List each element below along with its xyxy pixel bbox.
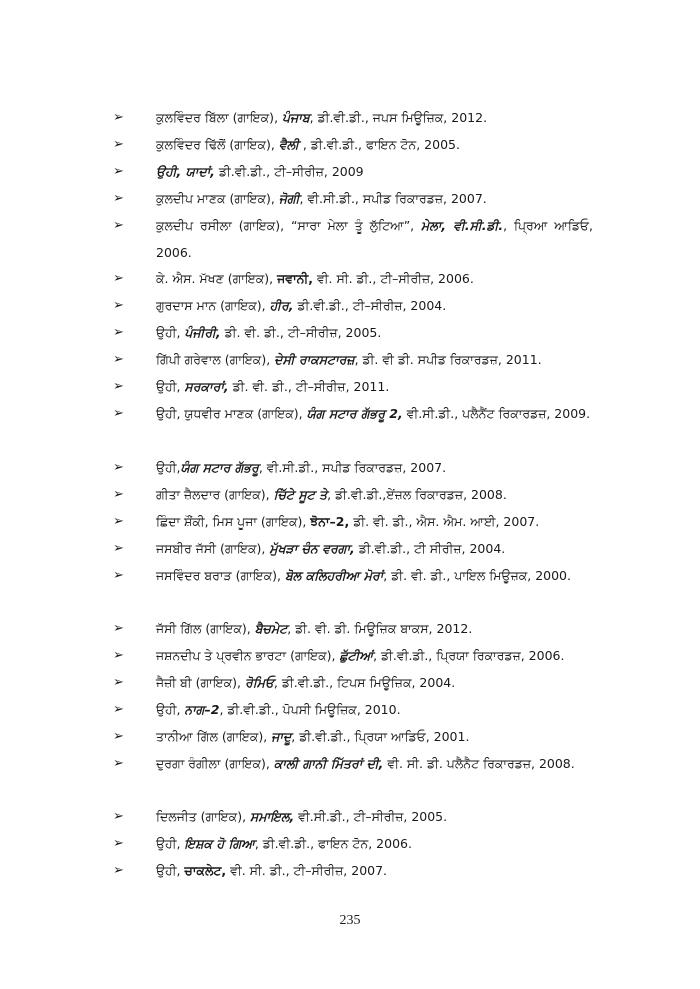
entry-details: ਵੀ. ਸੀ. ਡੀ., ਟੀ–ਸੀਰੀਜ਼, 2006. [312, 271, 474, 286]
entry-artist: ਦਿਲਜੀਤ (ਗਾਇਕ), [156, 809, 251, 824]
entry-title: ਵੈਲੀ [278, 137, 299, 152]
entry-artist: ਗਿੱਪੀ ਗਰੇਵਾਲ (ਗਾਇਕ), [156, 352, 275, 367]
list-item [113, 104, 593, 131]
list-item [113, 642, 593, 669]
list-item [113, 400, 593, 427]
list-item [113, 803, 593, 830]
entry-artist: ਉਹੀ, [156, 836, 185, 851]
list-item [113, 158, 593, 185]
list-item [113, 292, 593, 319]
entry-title: ਪੰਜਾਬ [282, 110, 310, 125]
entry-text [156, 535, 593, 562]
bullet-arrow-icon: ➢ [113, 460, 124, 475]
bullet-arrow-icon: ➢ [113, 836, 124, 851]
bullet-arrow-icon: ➢ [113, 675, 124, 690]
entry-artist: ਗੀਤਾ ਜ਼ੈਲਦਾਰ (ਗਾਇਕ), [156, 487, 274, 502]
list-item [113, 373, 593, 400]
entry-artist: ਕੁਲਵਿੰਦਰ ਬਿੱਲਾ (ਗਾਇਕ), [156, 110, 283, 125]
list-item [113, 212, 593, 266]
entry-details: ਡੀ.ਵੀ.ਡੀ., ਟੀ ਸੀਰੀਜ਼, 2004. [354, 541, 506, 556]
entry-title: ਯੰਗ ਸਟਾਰ ਗੱਭਰੂ [180, 460, 259, 475]
list-item [113, 481, 593, 508]
list-item [113, 750, 593, 777]
entry-details: ਡੀ.ਵੀ.ਡੀ., ਟੀ–ਸੀਰੀਜ਼, 2004. [293, 298, 447, 313]
entry-artist: ਕੇ. ਐਸ. ਮੱਖਣ (ਗਾਇਕ), [156, 271, 278, 286]
entry-text [156, 292, 593, 319]
entry-details: , ਵੀ.ਸੀ.ਡੀ., ਸਪੀਡ ਰਿਕਾਰਡਜ਼, 2007. [299, 191, 487, 206]
entry-artist: ਜੱਸੀ ਗਿੱਲ (ਗਾਇਕ), [156, 621, 255, 636]
entry-details: , ਡੀ. ਵੀ. ਡੀ. ਮਿਊਜ਼ਿਕ ਬਾਕਸ, 2012. [287, 621, 473, 636]
entry-details: , ਡੀ.ਵੀ.ਡੀ., ਫਾਇਨ ਟੋਨ, 2006. [254, 836, 412, 851]
entry-details: ਡੀ. ਵੀ. ਡੀ., ਟੀ–ਸੀਰੀਜ਼, 2011. [228, 379, 390, 394]
entry-text [156, 346, 593, 373]
bullet-arrow-icon: ➢ [113, 271, 124, 286]
list-item [113, 696, 593, 723]
list-item [113, 723, 593, 750]
entry-text [156, 669, 593, 696]
entry-title: ਸਰਕਾਰਾਂ, [184, 379, 229, 394]
entry-title: ਬੈਚਮੇਟ [254, 621, 288, 636]
list-item [113, 535, 593, 562]
entry-title: ਚਾਕਲੇਟ, [184, 863, 227, 878]
list-item [113, 669, 593, 696]
entry-artist: ਜਸਬੀਰ ਜੱਸੀ (ਗਾਇਕ), [156, 541, 270, 556]
list-item [113, 830, 593, 857]
entry-title: ਪੰਜੀਰੀ, [184, 325, 221, 340]
entry-text [156, 642, 593, 669]
entry-artist: ਉਹੀ, ਯੁਧਵੀਰ ਮਾਣਕ (ਗਾਇਕ), [156, 406, 307, 421]
entry-text [156, 265, 593, 292]
list-item [113, 319, 593, 346]
bullet-arrow-icon: ➢ [113, 514, 124, 529]
entry-artist: ਜਸ਼ਨਦੀਪ ਤੇ ਪ੍ਰਵੀਨ ਭਾਰਟਾ (ਗਾਇਕ), [156, 648, 340, 663]
list-item [113, 615, 593, 642]
entry-text [156, 212, 593, 266]
entry-artist: ਉਹੀ, [156, 379, 185, 394]
entry-text [156, 723, 593, 750]
entry-details: , ਡੀ.ਵੀ.ਡੀ., ਪੋਪਸੀ ਮਿਊਜ਼ਿਕ, 2010. [219, 702, 401, 717]
entry-artist: ਜੈਜ਼ੀ ਬੀ (ਗਾਇਕ), [156, 675, 245, 690]
entry-title: ਜਾਦੂ [271, 729, 292, 744]
entry-artist: ਤਾਨੀਆ ਗਿੱਲ (ਗਾਇਕ), [156, 729, 272, 744]
entry-artist: ਦੁਰਗਾ ਰੰਗੀਲਾ (ਗਾਇਕ), [156, 756, 274, 771]
entry-text [156, 131, 593, 158]
bullet-arrow-icon: ➢ [113, 110, 124, 125]
entry-details: , ਡੀ.ਵੀ.ਡੀ., ਫਾਇਨ ਟੋਨ, 2005. [298, 137, 460, 152]
bullet-arrow-icon: ➢ [113, 218, 124, 233]
entry-text [156, 454, 593, 481]
page-number: 235 [339, 913, 361, 928]
entry-text [156, 319, 593, 346]
entry-details: , ਡੀ. ਵੀ. ਡੀ., ਪਾਇਲ ਮਿਊਜ਼ਕ, 2000. [383, 568, 571, 583]
entry-details: , ਡੀ.ਵੀ.ਡੀ., ਪ੍ਰਿਯਾ ਆਡਿਓ, 2001. [291, 729, 470, 744]
entry-artist: ਕੁਲਦੀਪ ਰਸੀਲਾ (ਗਾਇਕ), “ਸਾਰਾ ਮੇਲਾ ਤੂੰ ਲੁੱਟਿਆ”, [156, 218, 422, 233]
bullet-arrow-icon: ➢ [113, 729, 124, 744]
entry-title: ਛੁੱਟੀਆਂ [339, 648, 374, 663]
bullet-arrow-icon: ➢ [113, 137, 124, 152]
entry-details: ਡੀ.ਵੀ.ਡੀ., ਟੀ–ਸੀਰੀਜ਼, 2009 [214, 164, 364, 179]
entry-title: ਚਿੱਟੇ ਸੂਟ ਤੇ [273, 487, 328, 502]
entry-text [156, 750, 593, 777]
list-item [113, 562, 593, 589]
entry-details: , ਡੀ.ਵੀ.ਡੀ., ਪ੍ਰਿਯਾ ਰਿਕਾਰਡਜ਼, 2006. [373, 648, 565, 663]
entry-details: , ਵੀ.ਸੀ.ਡੀ., ਸਪੀਡ ਰਿਕਾਰਡਜ਼, 2007. [258, 460, 447, 475]
entry-details: ਡੀ. ਵੀ. ਡੀ., ਐਸ. ਐਮ. ਆਈ, 2007. [349, 514, 540, 529]
entry-artist: ਉਹੀ, [156, 460, 181, 475]
bullet-arrow-icon: ➢ [113, 648, 124, 663]
bullet-arrow-icon: ➢ [113, 756, 124, 771]
entry-title: ਰੋਮਿਓ [244, 675, 274, 690]
entry-details: , ਡੀ.ਵੀ.ਡੀ., ਜਪਸ ਮਿਊਜ਼ਿਕ, 2012. [309, 110, 488, 125]
entry-title: ਬੋਲ ਕਲਿਹਰੀਆ ਮੋਰਾਂ [284, 568, 384, 583]
entry-title: ਇਸ਼ਕ ਹੋ ਗਿਆ [184, 836, 255, 851]
bullet-arrow-icon: ➢ [113, 352, 124, 367]
entry-artist: ਉਹੀ, [156, 863, 185, 878]
entry-text [156, 562, 593, 589]
entry-details: ਵੀ.ਸੀ.ਡੀ., ਟੀ–ਸੀਰੀਜ਼, 2005. [294, 809, 448, 824]
entry-text [156, 373, 593, 400]
bullet-arrow-icon: ➢ [113, 809, 124, 824]
bullet-arrow-icon: ➢ [113, 325, 124, 340]
entry-title: ਮੁੱਖੜਾ ਚੰਨ ਵਰਗਾ, [269, 541, 355, 556]
entry-text [156, 400, 593, 427]
entry-title: ਦੇਸੀ ਰਾਕਸਟਾਰਜ਼ [274, 352, 355, 367]
bullet-arrow-icon: ➢ [113, 702, 124, 717]
entry-text [156, 615, 593, 642]
entry-text [156, 508, 593, 535]
entry-title: ਉਹੀ, ਯਾਦਾਂ, [156, 164, 215, 179]
bullet-arrow-icon: ➢ [113, 487, 124, 502]
bullet-arrow-icon: ➢ [113, 863, 124, 878]
bullet-arrow-icon: ➢ [113, 568, 124, 583]
entry-title: ਜੋਗੀ [278, 191, 300, 206]
entry-title: ਝੋਨਾ–2, [310, 514, 350, 529]
list-item [113, 185, 593, 212]
entry-details: , ਡੀ.ਵੀ.ਡੀ., ਟਿਪਸ ਮਿਊਜ਼ਿਕ, 2004. [273, 675, 456, 690]
list-item [113, 265, 593, 292]
bullet-arrow-icon: ➢ [113, 406, 124, 421]
entry-artist: ਉਹੀ, [156, 702, 185, 717]
entry-artist: ਗੁਰਦਾਸ ਮਾਨ (ਗਾਇਕ), [156, 298, 270, 313]
bullet-arrow-icon: ➢ [113, 191, 124, 206]
list-item [113, 508, 593, 535]
entry-title: ਨਾਗ–2 [184, 702, 220, 717]
list-item [113, 346, 593, 373]
entry-text [156, 185, 593, 212]
entry-artist: ਛਿੰਦਾ ਸ਼ੌਂਕੀ, ਮਿਸ ਪੂਜਾ (ਗਾਇਕ), [156, 514, 311, 529]
list-item [113, 454, 593, 481]
entry-title: ਕਾਲੀ ਗਾਨੀ ਮਿੱਤਰਾਂ ਦੀ, [273, 756, 384, 771]
entry-text [156, 104, 593, 131]
entry-artist: ਕੁਲਵਿੰਦਰ ਢਿੱਲੋਂ (ਗਾਇਕ), [156, 137, 279, 152]
entry-text [156, 857, 593, 884]
bullet-arrow-icon: ➢ [113, 298, 124, 313]
list-item [113, 857, 593, 884]
entry-text [156, 158, 593, 185]
entry-details: ਵੀ. ਸੀ. ਡੀ., ਟੀ–ਸੀਰੀਜ਼, 2007. [226, 863, 388, 878]
bullet-arrow-icon: ➢ [113, 621, 124, 636]
bullet-arrow-icon: ➢ [113, 379, 124, 394]
entry-text [156, 830, 593, 857]
entry-artist: ਕੁਲਦੀਪ ਮਾਣਕ (ਗਾਇਕ), [156, 191, 279, 206]
entry-text [156, 803, 593, 830]
bullet-arrow-icon: ➢ [113, 541, 124, 556]
entry-title: ਯੰਗ ਸਟਾਰ ਗੱਭਰੂ 2, [306, 406, 403, 421]
entry-text [156, 696, 593, 723]
entry-details: , ਡੀ. ਵੀ ਡੀ. ਸਪੀਡ ਰਿਕਾਰਡਜ਼, 2011. [354, 352, 542, 367]
entry-details: ਵੀ. ਸੀ. ਡੀ. ਪਲੈਨੈਟ ਰਿਕਾਰਡਜ਼, 2008. [383, 756, 575, 771]
entry-details: , ਪ੍ਰਿਆ ਆਡਿਓ, 2006. [156, 218, 593, 260]
entry-title: ਸਮਾਇਲ, [250, 809, 295, 824]
entry-title: ਜਵਾਨੀ, [277, 271, 313, 286]
bullet-arrow-icon: ➢ [113, 164, 124, 179]
entry-artist: ਉਹੀ, [156, 325, 185, 340]
entry-title: ਹੀਰ, [269, 298, 294, 313]
entry-artist: ਜਸਵਿੰਦਰ ਬਰਾੜ (ਗਾਇਕ), [156, 568, 285, 583]
entry-details: ਡੀ. ਵੀ. ਡੀ., ਟੀ–ਸੀਰੀਜ਼, 2005. [220, 325, 382, 340]
entry-text [156, 481, 593, 508]
entry-details: , ਡੀ.ਵੀ.ਡੀ.,ਏਂਜ਼ਲ ਰਿਕਾਰਡਜ਼, 2008. [327, 487, 507, 502]
entry-details: ਵੀ.ਸੀ.ਡੀ., ਪਲੈਨੈਂਟ ਰਿਕਾਰਡਜ਼, 2009. [402, 406, 591, 421]
entry-title: ਮੇਲਾ, ਵੀ.ਸੀ.ਡੀ. [421, 218, 504, 233]
list-item [113, 131, 593, 158]
